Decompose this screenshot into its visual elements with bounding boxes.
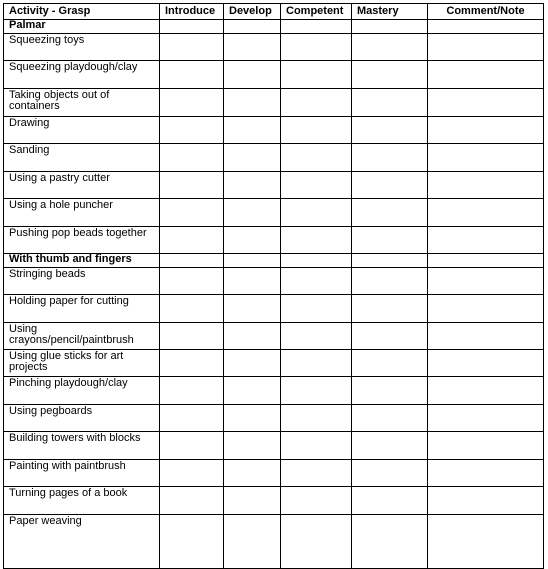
table-row xyxy=(4,34,544,61)
introduce-cell[interactable] xyxy=(160,432,224,460)
activity-label: Pushing pop beads together xyxy=(4,227,160,254)
mastery-cell[interactable] xyxy=(352,295,428,323)
competent-cell[interactable] xyxy=(281,460,352,487)
introduce-cell[interactable] xyxy=(160,515,224,569)
table-row xyxy=(4,268,544,295)
comment-cell[interactable] xyxy=(428,377,544,405)
comment-cell[interactable] xyxy=(428,515,544,569)
comment-cell[interactable] xyxy=(428,144,544,172)
section-row-palmar xyxy=(4,20,544,34)
introduce-cell[interactable] xyxy=(160,199,224,227)
develop-cell[interactable] xyxy=(224,350,281,377)
develop-cell[interactable] xyxy=(224,254,281,268)
competent-cell[interactable] xyxy=(281,323,352,350)
introduce-cell[interactable] xyxy=(160,20,224,34)
introduce-cell[interactable] xyxy=(160,34,224,61)
develop-cell[interactable] xyxy=(224,295,281,323)
develop-cell[interactable] xyxy=(224,20,281,34)
grasp-checklist-table xyxy=(3,3,544,569)
activity-label: Squeezing toys xyxy=(4,34,160,61)
develop-cell[interactable] xyxy=(224,227,281,254)
table-row xyxy=(4,89,544,117)
table-row xyxy=(4,227,544,254)
mastery-cell[interactable] xyxy=(352,323,428,350)
develop-cell[interactable] xyxy=(224,268,281,295)
mastery-cell[interactable] xyxy=(352,61,428,89)
activity-label: Using a hole puncher xyxy=(4,199,160,227)
header-competent: Competent xyxy=(281,4,352,20)
introduce-cell[interactable] xyxy=(160,460,224,487)
header-develop: Develop xyxy=(224,4,281,20)
activity-label: Using crayons/pencil/paintbrush xyxy=(4,323,160,350)
introduce-cell[interactable] xyxy=(160,144,224,172)
develop-cell[interactable] xyxy=(224,487,281,515)
competent-cell[interactable] xyxy=(281,295,352,323)
section-title: With thumb and fingers xyxy=(4,254,160,268)
mastery-cell[interactable] xyxy=(352,268,428,295)
mastery-cell[interactable] xyxy=(352,487,428,515)
table-row xyxy=(4,61,544,89)
mastery-cell[interactable] xyxy=(352,432,428,460)
mastery-cell[interactable] xyxy=(352,199,428,227)
competent-cell[interactable] xyxy=(281,405,352,432)
comment-cell[interactable] xyxy=(428,268,544,295)
develop-cell[interactable] xyxy=(224,515,281,569)
develop-cell[interactable] xyxy=(224,61,281,89)
activity-label: Pinching playdough/clay xyxy=(4,377,160,405)
comment-cell[interactable] xyxy=(428,61,544,89)
develop-cell[interactable] xyxy=(224,405,281,432)
mastery-cell[interactable] xyxy=(352,254,428,268)
competent-cell[interactable] xyxy=(281,432,352,460)
introduce-cell[interactable] xyxy=(160,323,224,350)
competent-cell[interactable] xyxy=(281,227,352,254)
comment-cell[interactable] xyxy=(428,350,544,377)
activity-label: Stringing beads xyxy=(4,268,160,295)
introduce-cell[interactable] xyxy=(160,117,224,144)
competent-cell[interactable] xyxy=(281,515,352,569)
competent-cell[interactable] xyxy=(281,487,352,515)
table-row xyxy=(4,515,544,569)
competent-cell[interactable] xyxy=(281,144,352,172)
table-row xyxy=(4,350,544,377)
table-row xyxy=(4,295,544,323)
comment-cell[interactable] xyxy=(428,460,544,487)
develop-cell[interactable] xyxy=(224,377,281,405)
table-row xyxy=(4,323,544,350)
comment-cell[interactable] xyxy=(428,254,544,268)
activity-label: Building towers with blocks xyxy=(4,432,160,460)
introduce-cell[interactable] xyxy=(160,268,224,295)
header-row xyxy=(4,4,544,20)
competent-cell[interactable] xyxy=(281,61,352,89)
introduce-cell[interactable] xyxy=(160,61,224,89)
mastery-cell[interactable] xyxy=(352,89,428,117)
table-row xyxy=(4,432,544,460)
section-row-thumb-and-fingers xyxy=(4,254,544,268)
activity-label: Paper weaving xyxy=(4,515,160,569)
mastery-cell[interactable] xyxy=(352,227,428,254)
mastery-cell[interactable] xyxy=(352,460,428,487)
table-row xyxy=(4,377,544,405)
competent-cell[interactable] xyxy=(281,268,352,295)
comment-cell[interactable] xyxy=(428,432,544,460)
table-row xyxy=(4,117,544,144)
mastery-cell[interactable] xyxy=(352,172,428,199)
mastery-cell[interactable] xyxy=(352,34,428,61)
section-title: Palmar xyxy=(4,20,160,34)
competent-cell[interactable] xyxy=(281,20,352,34)
introduce-cell[interactable] xyxy=(160,89,224,117)
develop-cell[interactable] xyxy=(224,460,281,487)
mastery-cell[interactable] xyxy=(352,117,428,144)
develop-cell[interactable] xyxy=(224,89,281,117)
develop-cell[interactable] xyxy=(224,199,281,227)
mastery-cell[interactable] xyxy=(352,20,428,34)
mastery-cell[interactable] xyxy=(352,515,428,569)
comment-cell[interactable] xyxy=(428,34,544,61)
header-activity: Activity - Grasp xyxy=(4,4,160,20)
comment-cell[interactable] xyxy=(428,405,544,432)
introduce-cell[interactable] xyxy=(160,295,224,323)
table-row xyxy=(4,460,544,487)
activity-label: Painting with paintbrush xyxy=(4,460,160,487)
develop-cell[interactable] xyxy=(224,117,281,144)
develop-cell[interactable] xyxy=(224,323,281,350)
activity-label: Squeezing playdough/clay xyxy=(4,61,160,89)
activity-label: Turning pages of a book xyxy=(4,487,160,515)
activity-label: Sanding xyxy=(4,144,160,172)
table-row xyxy=(4,199,544,227)
comment-cell[interactable] xyxy=(428,487,544,515)
competent-cell[interactable] xyxy=(281,34,352,61)
mastery-cell[interactable] xyxy=(352,377,428,405)
table-row xyxy=(4,405,544,432)
comment-cell[interactable] xyxy=(428,20,544,34)
activity-label: Drawing xyxy=(4,117,160,144)
comment-cell[interactable] xyxy=(428,295,544,323)
develop-cell[interactable] xyxy=(224,34,281,61)
comment-cell[interactable] xyxy=(428,227,544,254)
develop-cell[interactable] xyxy=(224,144,281,172)
table-row xyxy=(4,487,544,515)
header-introduce: Introduce xyxy=(160,4,224,20)
activity-label: Using pegboards xyxy=(4,405,160,432)
competent-cell[interactable] xyxy=(281,377,352,405)
competent-cell[interactable] xyxy=(281,199,352,227)
competent-cell[interactable] xyxy=(281,172,352,199)
comment-cell[interactable] xyxy=(428,323,544,350)
competent-cell[interactable] xyxy=(281,254,352,268)
competent-cell[interactable] xyxy=(281,89,352,117)
activity-label: Using glue sticks for art projects xyxy=(4,350,160,377)
develop-cell[interactable] xyxy=(224,432,281,460)
activity-label: Holding paper for cutting xyxy=(4,295,160,323)
comment-cell[interactable] xyxy=(428,172,544,199)
comment-cell[interactable] xyxy=(428,117,544,144)
introduce-cell[interactable] xyxy=(160,254,224,268)
introduce-cell[interactable] xyxy=(160,487,224,515)
introduce-cell[interactable] xyxy=(160,172,224,199)
activity-label: Taking objects out of containers xyxy=(4,89,160,117)
develop-cell[interactable] xyxy=(224,172,281,199)
introduce-cell[interactable] xyxy=(160,350,224,377)
table-row xyxy=(4,172,544,199)
introduce-cell[interactable] xyxy=(160,227,224,254)
mastery-cell[interactable] xyxy=(352,350,428,377)
header-mastery: Mastery xyxy=(352,4,428,20)
competent-cell[interactable] xyxy=(281,117,352,144)
activity-label: Using a pastry cutter xyxy=(4,172,160,199)
introduce-cell[interactable] xyxy=(160,405,224,432)
mastery-cell[interactable] xyxy=(352,405,428,432)
introduce-cell[interactable] xyxy=(160,377,224,405)
header-comment: Comment/Note xyxy=(428,4,544,20)
comment-cell[interactable] xyxy=(428,89,544,117)
competent-cell[interactable] xyxy=(281,350,352,377)
mastery-cell[interactable] xyxy=(352,144,428,172)
comment-cell[interactable] xyxy=(428,199,544,227)
table-row xyxy=(4,144,544,172)
